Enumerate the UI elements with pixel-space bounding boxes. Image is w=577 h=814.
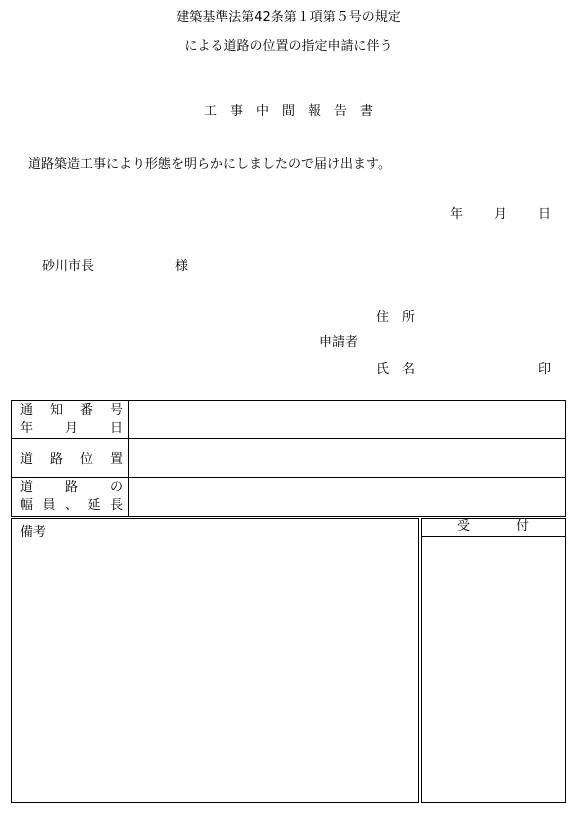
date-day-label: 日 bbox=[538, 207, 552, 222]
addressee-name: 砂川市長 bbox=[42, 259, 95, 274]
road-location-field[interactable] bbox=[130, 440, 564, 476]
regulation-title-line2: による道路の位置の指定申請に伴う bbox=[184, 39, 393, 54]
road-dimension-field[interactable] bbox=[130, 479, 564, 516]
row-divider-2 bbox=[11, 477, 566, 478]
reception-header-divider bbox=[421, 536, 566, 537]
statement-text: 道路築造工事により形態を明らかにしましたので届け出ます。 bbox=[28, 157, 391, 172]
road-dimension-label-line2: 幅員、延長 bbox=[20, 498, 123, 513]
reception-stamp-area[interactable] bbox=[423, 538, 564, 801]
date-year-label: 年 bbox=[450, 207, 464, 222]
row-divider-1 bbox=[11, 438, 566, 439]
regulation-title-line1: 建築基準法第42条第１項第５号の規定 bbox=[176, 10, 401, 25]
info-table-divider bbox=[128, 400, 129, 517]
addressee-honorific: 様 bbox=[175, 259, 189, 274]
road-dimension-label-line1: 道路の bbox=[20, 480, 123, 495]
seal-label: 印 bbox=[538, 362, 552, 377]
notice-date-label: 年月日 bbox=[20, 421, 123, 436]
road-location-label: 道路位置 bbox=[20, 452, 123, 467]
reception-label: 受付 bbox=[457, 519, 529, 534]
document-title: 工 事 中 間 報 告 書 bbox=[203, 104, 373, 119]
notice-number-label: 通知番号 bbox=[20, 403, 123, 418]
date-month-label: 月 bbox=[494, 207, 508, 222]
notice-number-field[interactable] bbox=[130, 402, 564, 437]
applicant-label: 申請者 bbox=[319, 335, 359, 350]
address-label: 住 所 bbox=[376, 310, 416, 325]
remarks-label: 備考 bbox=[20, 525, 47, 540]
remarks-box[interactable] bbox=[11, 518, 419, 803]
name-label: 氏 名 bbox=[376, 362, 416, 377]
